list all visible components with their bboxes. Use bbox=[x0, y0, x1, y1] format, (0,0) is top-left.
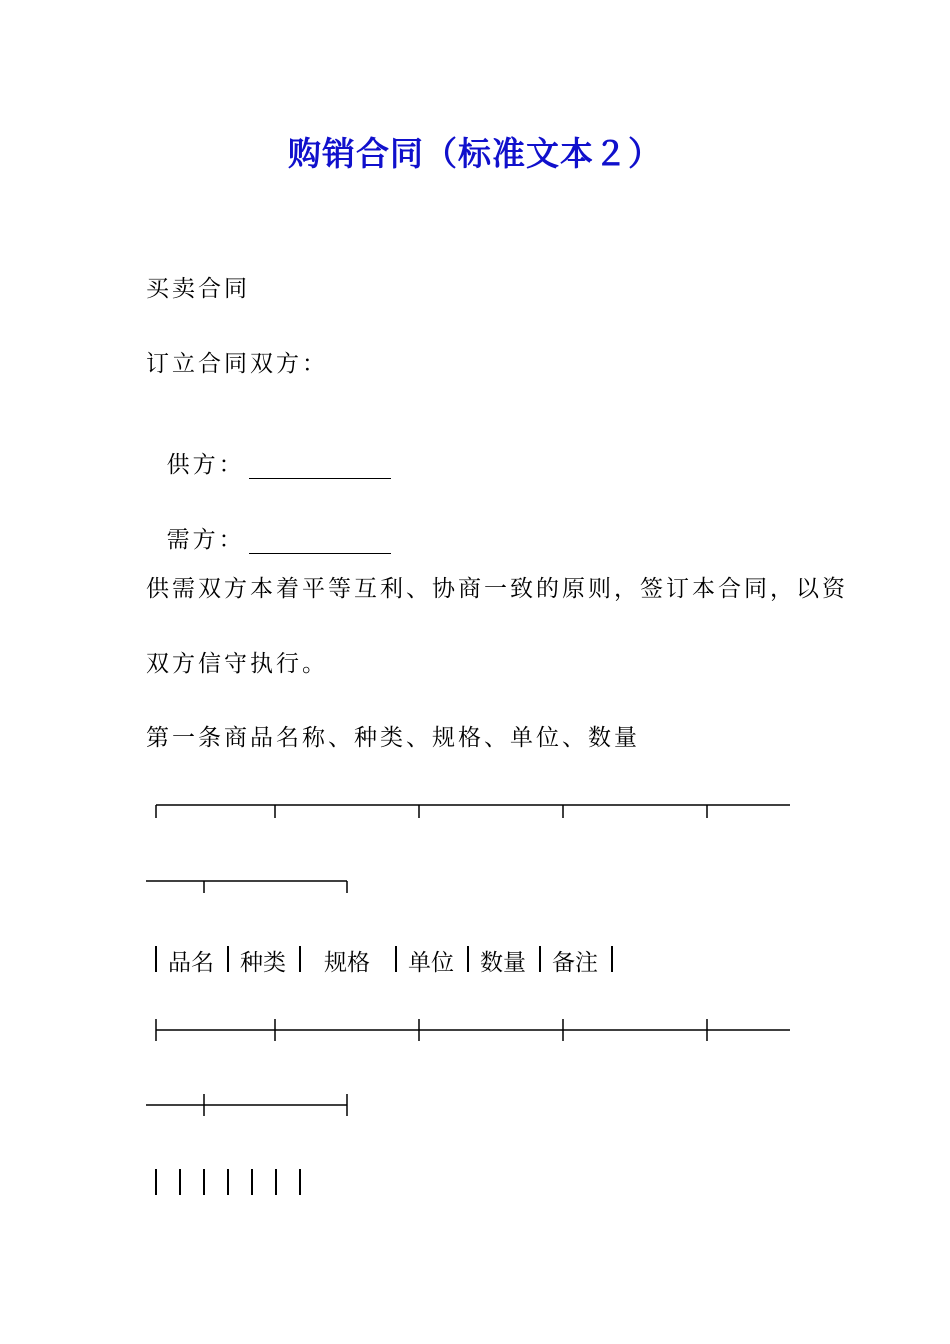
buyer-label: 需方： bbox=[166, 527, 245, 553]
table-top-border bbox=[146, 805, 790, 893]
header-cell: 备注 bbox=[552, 950, 598, 976]
document-title: 购销合同（标准文本２） bbox=[288, 134, 662, 173]
cell-divider bbox=[155, 946, 157, 972]
supplier-label: 供方： bbox=[166, 452, 245, 478]
cell-divider bbox=[467, 946, 469, 972]
cell-divider bbox=[227, 1169, 229, 1195]
paragraph-2: 双方信守执行。 bbox=[146, 651, 328, 677]
cell-divider bbox=[275, 1169, 277, 1195]
cell-divider bbox=[251, 1169, 253, 1195]
header-cell: 种类 bbox=[240, 950, 286, 976]
paragraph-1: 供需双方本着平等互利、协商一致的原则，签订本合同，以资 bbox=[146, 576, 848, 602]
cell-divider bbox=[395, 946, 397, 972]
cell-divider bbox=[155, 1169, 157, 1195]
header-cell: 单位 bbox=[408, 950, 454, 976]
article-1-heading: 第一条商品名称、种类、规格、单位、数量 bbox=[146, 725, 640, 751]
cell-divider bbox=[539, 946, 541, 972]
cell-divider bbox=[299, 946, 301, 972]
cell-divider bbox=[203, 1169, 205, 1195]
header-cell: 数量 bbox=[480, 950, 526, 976]
cell-divider bbox=[299, 1169, 301, 1195]
header-cell: 品名 bbox=[168, 950, 214, 976]
cell-divider bbox=[227, 946, 229, 972]
table-empty-row bbox=[150, 1167, 310, 1197]
contract-type: 买卖合同 bbox=[146, 276, 250, 302]
header-cell: 规格 bbox=[324, 950, 370, 976]
table-header-divider bbox=[146, 1019, 790, 1116]
cell-divider bbox=[611, 946, 613, 972]
table-header-row bbox=[150, 944, 630, 974]
parties-heading: 订立合同双方： bbox=[146, 351, 328, 377]
cell-divider bbox=[179, 1169, 181, 1195]
